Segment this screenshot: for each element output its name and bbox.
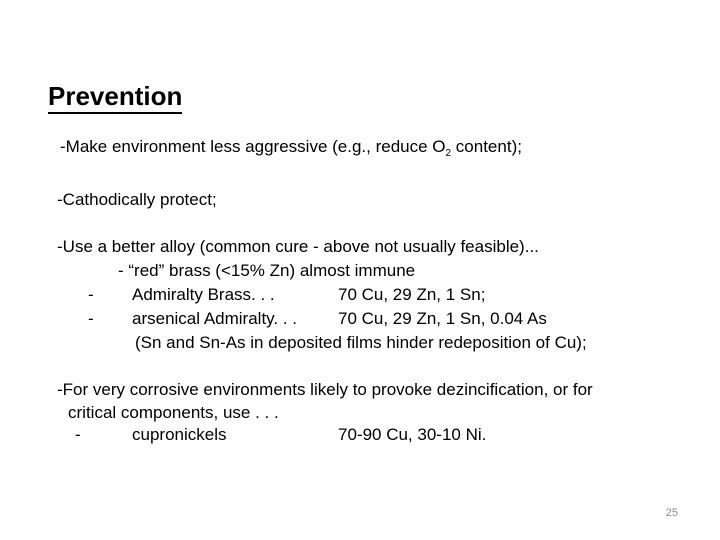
admiralty-brass-composition: 70 Cu, 29 Zn, 1 Sn; <box>338 285 486 304</box>
bullet-better-alloy: -Use a better alloy (common cure - above not usually feasible)... <box>57 237 539 256</box>
slide-title: Prevention <box>48 80 182 114</box>
page-number: 25 <box>665 507 678 519</box>
sub-item-arsenical-admiralty: arsenical Admiralty. . . <box>132 309 298 328</box>
bullet-corrosive-environments-cont: critical components, use . . . <box>68 403 279 422</box>
sub-item-cupronickels: cupronickels <box>132 425 227 444</box>
sub-item-note: (Sn and Sn-As in deposited films hinder redeposition of Cu); <box>135 333 587 352</box>
bullet-cathodic-protection: -Cathodically protect; <box>57 190 217 209</box>
cupronickels-composition: 70-90 Cu, 30-10 Ni. <box>338 425 487 444</box>
subscript-2: 2 <box>445 148 452 159</box>
bullet-text: -Make environment less aggressive (e.g., reduce O <box>60 137 446 156</box>
bullet-reduce-aggressiveness <box>60 137 522 160</box>
bullet-text-end: content); <box>451 137 522 156</box>
bullet-corrosive-environments: -For very corrosive environments likely to provoke dezincification, or for <box>57 380 593 399</box>
sub-item-dash: - <box>88 285 94 304</box>
sub-item-dash: - <box>75 425 81 444</box>
arsenical-admiralty-composition: 70 Cu, 29 Zn, 1 Sn, 0.04 As <box>338 309 547 328</box>
sub-item-admiralty-brass: Admiralty Brass. . . <box>132 285 275 304</box>
sub-item-dash: - <box>88 309 94 328</box>
sub-item-red-brass: - “red” brass (<15% Zn) almost immune <box>118 261 416 280</box>
